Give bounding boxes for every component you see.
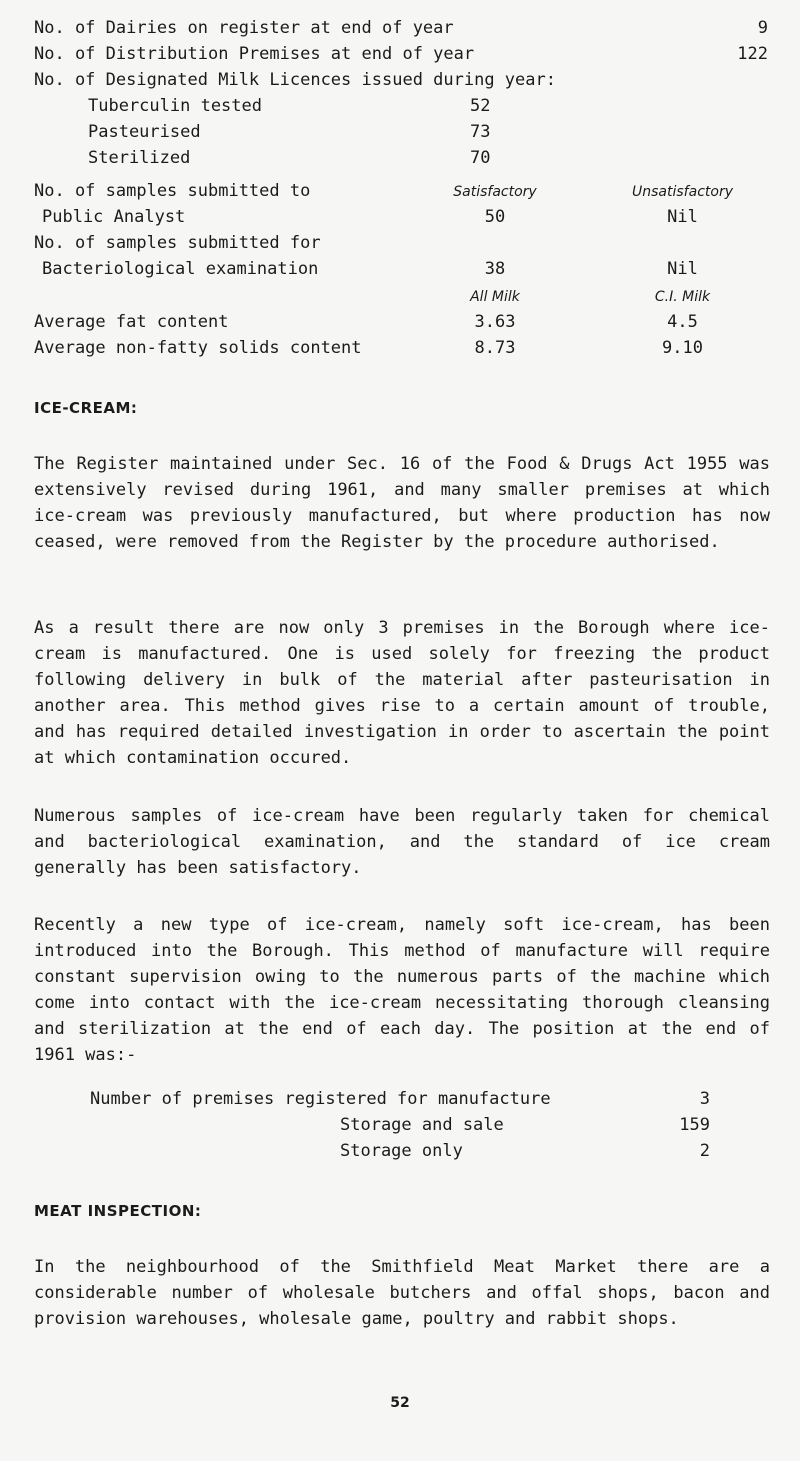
licence-item-value: 73 bbox=[470, 122, 491, 142]
meat-inspection-paragraph: In the neighbourhood of the Smithfield Meat Market there are a considerable number of wholesale butchers and offal shops, bacon and provision warehouses, wholesale game, poultry and rabbit shops. bbox=[34, 1257, 770, 1329]
ice-cream-stat-label: Storage only bbox=[340, 1141, 463, 1161]
ice-cream-paragraph: Recently a new type of ice-cream, namely soft ice-cream, has been introduced into the Borough. This method of manufacture will require constant supervision owing to the numerous parts of the machine which come into contact with the ice-cream necessitating thorough cleansing and sterilization at the end of each day. The position at the end of 1961 was:- bbox=[34, 915, 770, 1065]
column-header-satisfactory: Satisfactory bbox=[453, 184, 537, 200]
bacteriological-unsatisfactory-value: Nil bbox=[667, 259, 698, 279]
meat-inspection-heading: MEAT INSPECTION: bbox=[34, 1202, 202, 1220]
premises-value: 122 bbox=[737, 44, 768, 64]
fat-content-all-milk: 3.63 bbox=[474, 312, 516, 332]
bacteriological-label-line1: No. of samples submitted for bbox=[34, 233, 321, 253]
analyst-label-line1: No. of samples submitted to bbox=[34, 181, 311, 201]
nonfat-solids-all-milk: 8.73 bbox=[474, 338, 516, 358]
page-number: 52 bbox=[390, 1395, 410, 1411]
fat-content-label: Average fat content bbox=[34, 312, 229, 332]
ice-cream-stat-value: 3 bbox=[699, 1089, 710, 1109]
ice-cream-stat-value: 2 bbox=[699, 1141, 710, 1161]
nonfat-solids-label: Average non-fatty solids content bbox=[34, 338, 362, 358]
column-header-ci-milk: C.I. Milk bbox=[654, 289, 711, 305]
column-header-all-milk: All Milk bbox=[470, 289, 520, 305]
premises-label: No. of Distribution Premises at end of year bbox=[34, 44, 475, 64]
column-header-unsatisfactory: Unsatisfactory bbox=[632, 184, 733, 200]
ice-cream-paragraph: The Register maintained under Sec. 16 of the Food & Drugs Act 1955 was extensively revised during 1961, and many smaller premises at which ice-cream was previously manufactured, but where production has now ceased, were removed from the Register by the procedure authorised. bbox=[34, 454, 770, 552]
dairies-label: No. of Dairies on register at end of year bbox=[34, 18, 454, 38]
analyst-satisfactory-value: 50 bbox=[484, 207, 506, 227]
licence-item-label: Tuberculin tested bbox=[88, 96, 262, 116]
ice-cream-paragraph: Numerous samples of ice-cream have been regularly taken for chemical and bacteriological examination, and the standard of ice cream generally has been satisfactory. bbox=[34, 806, 770, 878]
licence-item-label: Pasteurised bbox=[88, 122, 201, 142]
analyst-unsatisfactory-value: Nil bbox=[667, 207, 698, 227]
licence-item-value: 70 bbox=[470, 148, 491, 168]
licences-label: No. of Designated Milk Licences issued during year: bbox=[34, 70, 556, 90]
ice-cream-stat-label: Storage and sale bbox=[340, 1115, 504, 1135]
bacteriological-label-line2: Bacteriological examination bbox=[42, 259, 319, 279]
ice-cream-paragraph: As a result there are now only 3 premises in the Borough where ice-cream is manufactured. One is used solely for freezing the product following delivery in bulk of the material after pasteurisation in another area. This method gives rise to a certain amount of trouble, and has required detailed investigation in order to ascertain the point at which contamination occured. bbox=[34, 618, 770, 768]
ice-cream-stat-label: Number of premises registered for manufacture bbox=[90, 1089, 551, 1109]
ice-cream-stat-value: 159 bbox=[679, 1115, 710, 1135]
fat-content-ci-milk: 4.5 bbox=[667, 312, 698, 332]
licence-item-value: 52 bbox=[470, 96, 491, 116]
licence-item-label: Sterilized bbox=[88, 148, 191, 168]
analyst-label-line2: Public Analyst bbox=[42, 207, 186, 227]
nonfat-solids-ci-milk: 9.10 bbox=[662, 338, 703, 358]
bacteriological-satisfactory-value: 38 bbox=[484, 259, 506, 279]
ice-cream-heading: ICE-CREAM: bbox=[34, 399, 138, 417]
dairies-value: 9 bbox=[757, 18, 768, 38]
